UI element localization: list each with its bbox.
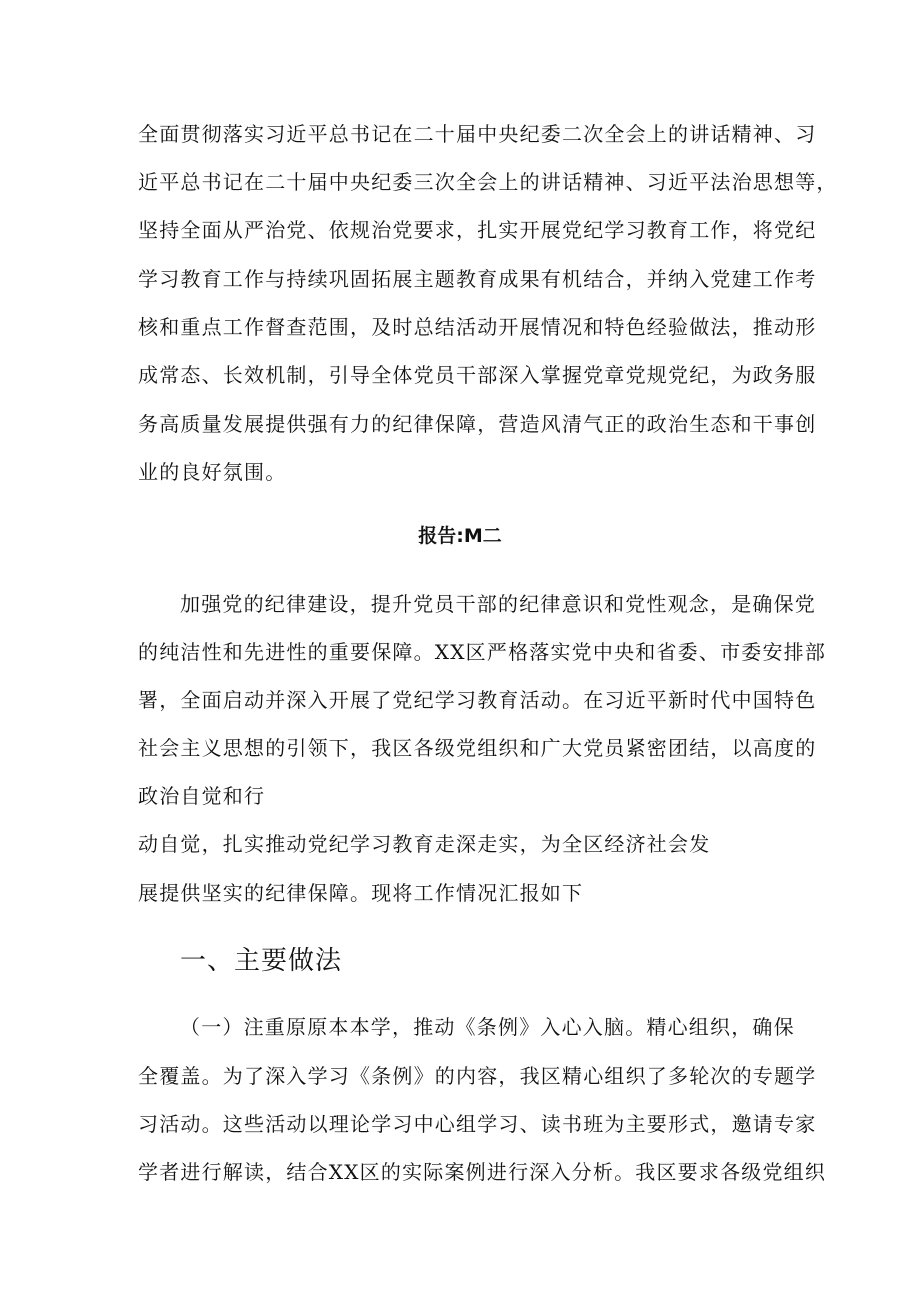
section-heading: 一、主要做法 <box>180 946 343 976</box>
text-line: 加强党的纪律建设，提升党员干部的纪律意识和党性观念，是确保党 <box>180 592 816 616</box>
text-line: 政治自觉和行 <box>138 784 266 808</box>
text-line: 的纯洁性和先进性的重要保障。XX区严格落实党中央和省委、市委安排部 <box>138 640 827 664</box>
text-line: 学习教育工作与持续巩固拓展主题教育成果有机结合，并纳入党建工作考 <box>138 267 817 291</box>
text-line: 近平总书记在二十届中央纪委三次全会上的讲话精神、习近平法治思想等， <box>138 170 838 194</box>
text-line: 成常态、长效机制，引导全体党员干部深入掌握党章党规党纪，为政务服 <box>138 363 817 387</box>
text-line: 动自觉，扎实推动党纪学习教育走深走实，为全区经济社会发 <box>138 832 711 856</box>
text-line: 习活动。这些活动以理论学习中心组学习、读书班为主要形式，邀请专家 <box>138 1112 817 1136</box>
text-line: （一）注重原原本本学，推动《条例》入心入脑。精心组织，确保 <box>180 1015 795 1039</box>
text-line: 核和重点工作督查范围，及时总结活动开展情况和特色经验做法，推动形 <box>138 315 817 339</box>
text-line: 展提供坚实的纪律保障。现将工作情况汇报如下 <box>138 881 584 905</box>
text-line: 学者进行解读，结合XX区的实际案例进行深入分析。我区要求各级党组织 <box>138 1160 827 1184</box>
text-line: 业的良好氛围。 <box>138 460 287 484</box>
text-line: 社会主义思想的引领下，我区各级党组织和广大党员紧密团结，以高度的 <box>138 736 817 760</box>
text-line: 全覆盖。为了深入学习《条例》的内容，我区精心组织了多轮次的专题学 <box>138 1064 817 1088</box>
text-line: 全面贯彻落实习近平总书记在二十届中央纪委二次全会上的讲话精神、习 <box>138 122 817 146</box>
text-line: 坚持全面从严治党、依规治党要求，扎实开展党纪学习教育工作，将党纪 <box>138 218 817 242</box>
report-title: 报告:M二 <box>418 525 502 547</box>
text-line: 务高质量发展提供强有力的纪律保障，营造风清气正的政治生态和干事创 <box>138 412 817 436</box>
text-line: 署，全面启动并深入开展了党纪学习教育活动。在习近平新时代中国特色 <box>138 688 817 712</box>
